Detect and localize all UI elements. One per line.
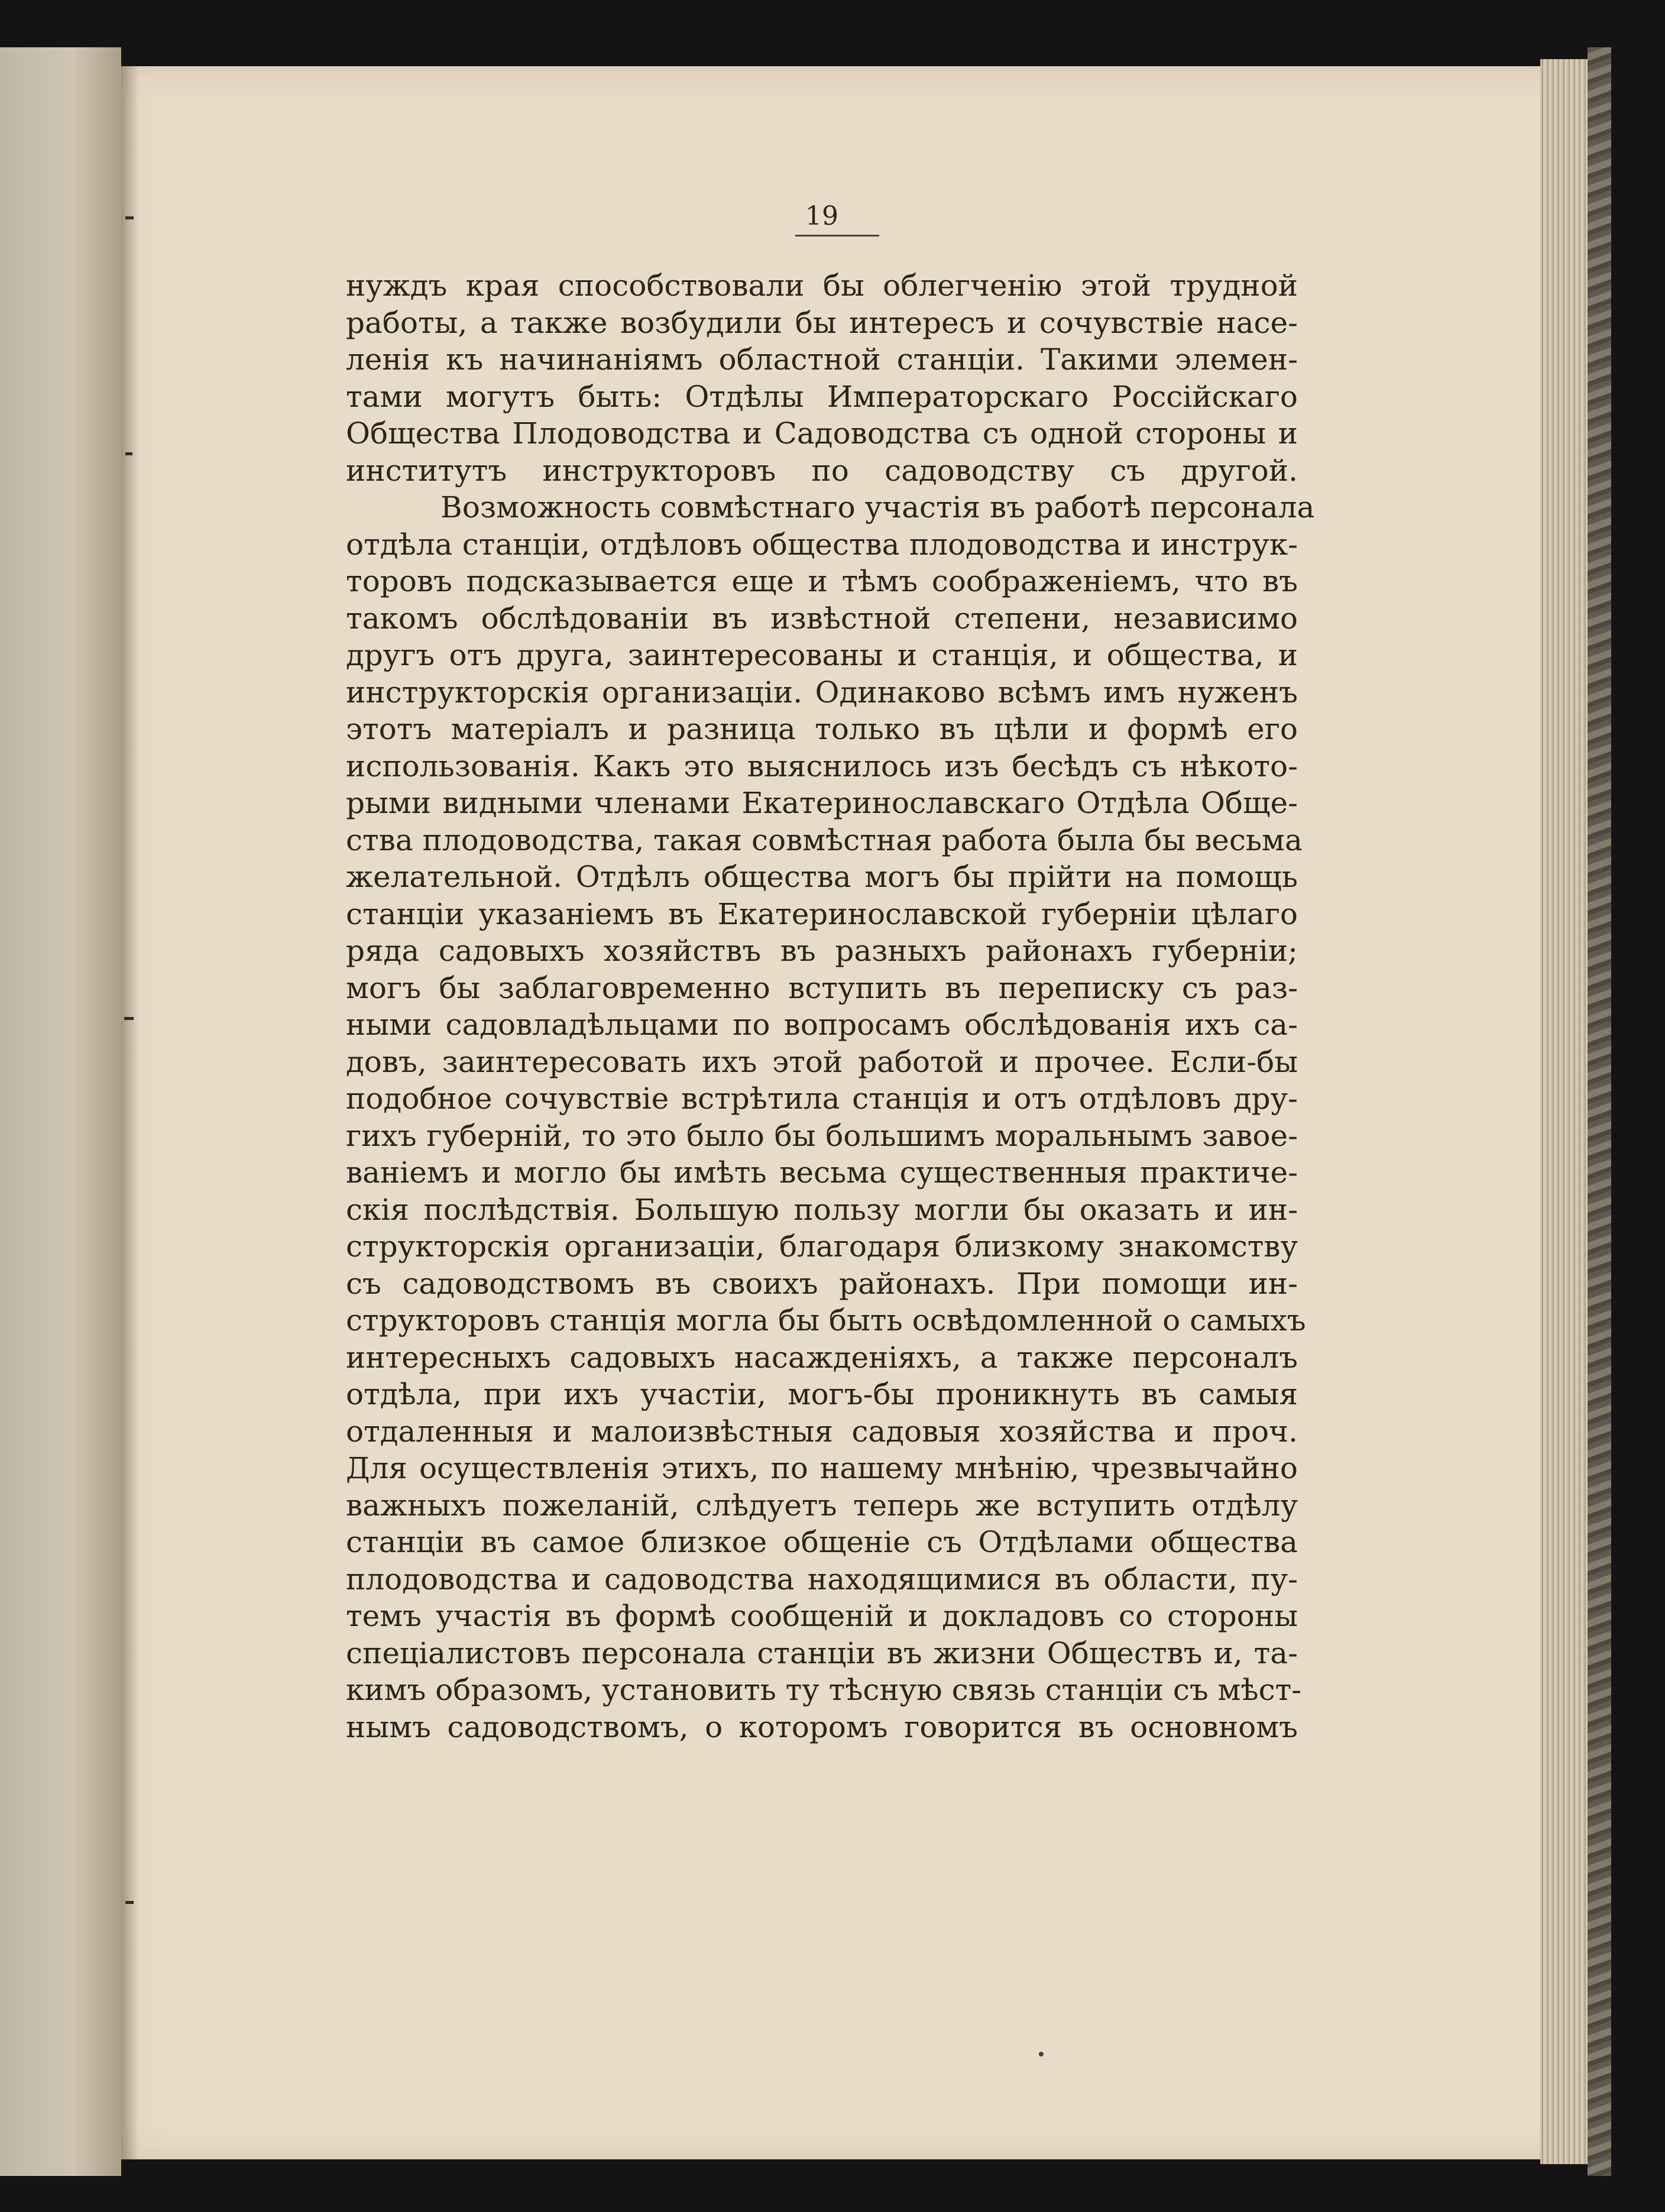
- text-line: использованія. Какъ это выяснилось изъ бесѣдъ съ нѣкото-: [346, 749, 1298, 783]
- text-line: институтъ инструкторовъ по садоводству съ другой.: [346, 453, 1298, 488]
- ink-dot: [1039, 2052, 1044, 2056]
- book-cover-edge: [1588, 47, 1611, 2176]
- text-line: спеціалистовъ персонала станціи въ жизни Обществъ и, та-: [346, 1635, 1298, 1670]
- text-line: Для осуществленія этихъ, по нашему мнѣнію, чрезвычайно: [346, 1451, 1298, 1485]
- text-line: плодоводства и садоводства находящимися въ области, пу-: [346, 1562, 1298, 1596]
- text-line: ленія къ начинаніямъ областной станціи. Такими элемен-: [346, 342, 1298, 377]
- text-line: отдаленныя и малоизвѣстныя садовыя хозяйства и проч.: [346, 1414, 1298, 1449]
- spine-shadow: [121, 66, 139, 2159]
- gutter-mark: [125, 216, 134, 219]
- text-line: станціи указаніемъ въ Екатеринославской губерніи цѣлаго: [346, 896, 1298, 931]
- text-line: инструкторскія организаціи. Одинаково всѣмъ имъ нуженъ: [346, 675, 1298, 710]
- text-line: желательной. Отдѣлъ общества могъ бы прійти на помощь: [346, 860, 1298, 894]
- text-line: Общества Плодоводства и Садоводства съ одной стороны и: [346, 416, 1298, 451]
- text-line: ряда садовыхъ хозяйствъ въ разныхъ районахъ губерніи;: [346, 934, 1298, 968]
- text-line: ства плодоводства, такая совмѣстная работа была бы весьма: [346, 822, 1303, 857]
- text-line: довъ, заинтересовать ихъ этой работой и прочее. Если-бы: [346, 1044, 1298, 1079]
- page-number: 19: [805, 201, 838, 231]
- text-line: нуждъ края способствовали бы облегченію этой трудной: [346, 268, 1298, 303]
- gutter-mark: [125, 452, 132, 455]
- text-line: могъ бы заблаговременно вступить въ переписку съ раз-: [346, 970, 1298, 1005]
- text-line: темъ участія въ формѣ сообщеній и докладовъ со стороны: [346, 1599, 1298, 1633]
- text-line: подобное сочувствіе встрѣтила станція и отъ отдѣловъ дру-: [346, 1081, 1298, 1116]
- text-line: ными садовладѣльцами по вопросамъ обслѣдованія ихъ са-: [346, 1008, 1298, 1042]
- text-line: станціи въ самое близкое общеніе съ Отдѣлами общества: [346, 1525, 1298, 1559]
- text-line: структоровъ станція могла бы быть освѣдомленной о самыхъ: [346, 1303, 1306, 1337]
- text-line: гихъ губерній, то это было бы большимъ моральнымъ завое-: [346, 1118, 1298, 1153]
- text-line: рыми видными членами Екатеринославскаго Отдѣла Обще-: [346, 786, 1298, 820]
- body-text: [346, 267, 1315, 1745]
- text-line: интересныхъ садовыхъ насажденіяхъ, а также персоналъ: [346, 1340, 1298, 1375]
- page-edges: [1540, 59, 1588, 2164]
- text-line: отдѣла станціи, отдѣловъ общества плодоводства и инструк-: [346, 527, 1298, 562]
- left-page-edge: [0, 47, 121, 2176]
- text-line: отдѣла, при ихъ участіи, могъ-бы проникнуть въ самыя: [346, 1377, 1298, 1411]
- text-line: скія послѣдствія. Большую пользу могли бы оказать и ин-: [346, 1192, 1298, 1227]
- text-line: тами могутъ быть: Отдѣлы Императорскаго Россійскаго: [346, 379, 1298, 414]
- gutter-mark: [125, 1901, 134, 1904]
- text-line: съ садоводствомъ въ своихъ районахъ. При помощи ин-: [346, 1266, 1298, 1301]
- text-line: Возможность совмѣстнаго участія въ работѣ персонала: [440, 490, 1315, 524]
- text-line: работы, а также возбудили бы интересъ и сочувствіе насе-: [346, 305, 1298, 340]
- gutter-mark: [124, 1017, 134, 1020]
- text-line: такомъ обслѣдованіи въ извѣстной степени, независимо: [346, 601, 1298, 636]
- text-line: этотъ матеріалъ и разница только въ цѣли и формѣ его: [346, 712, 1298, 746]
- text-line: другъ отъ друга, заинтересованы и станція, и общества, и: [346, 638, 1298, 672]
- text-line: ваніемъ и могло бы имѣть весьма существенныя практиче-: [346, 1155, 1298, 1190]
- text-line: кимъ образомъ, установить ту тѣсную связь станціи съ мѣст-: [346, 1673, 1302, 1707]
- text-line: важныхъ пожеланій, слѣдуетъ теперь же вступить отдѣлу: [346, 1488, 1298, 1523]
- text-line: нымъ садоводствомъ, о которомъ говорится въ основномъ: [346, 1709, 1298, 1744]
- text-line: торовъ подсказывается еще и тѣмъ соображеніемъ, что въ: [346, 564, 1298, 598]
- page-number-rule: [795, 235, 879, 237]
- text-line: структорскія организаціи, благодаря близкому знакомству: [346, 1229, 1298, 1264]
